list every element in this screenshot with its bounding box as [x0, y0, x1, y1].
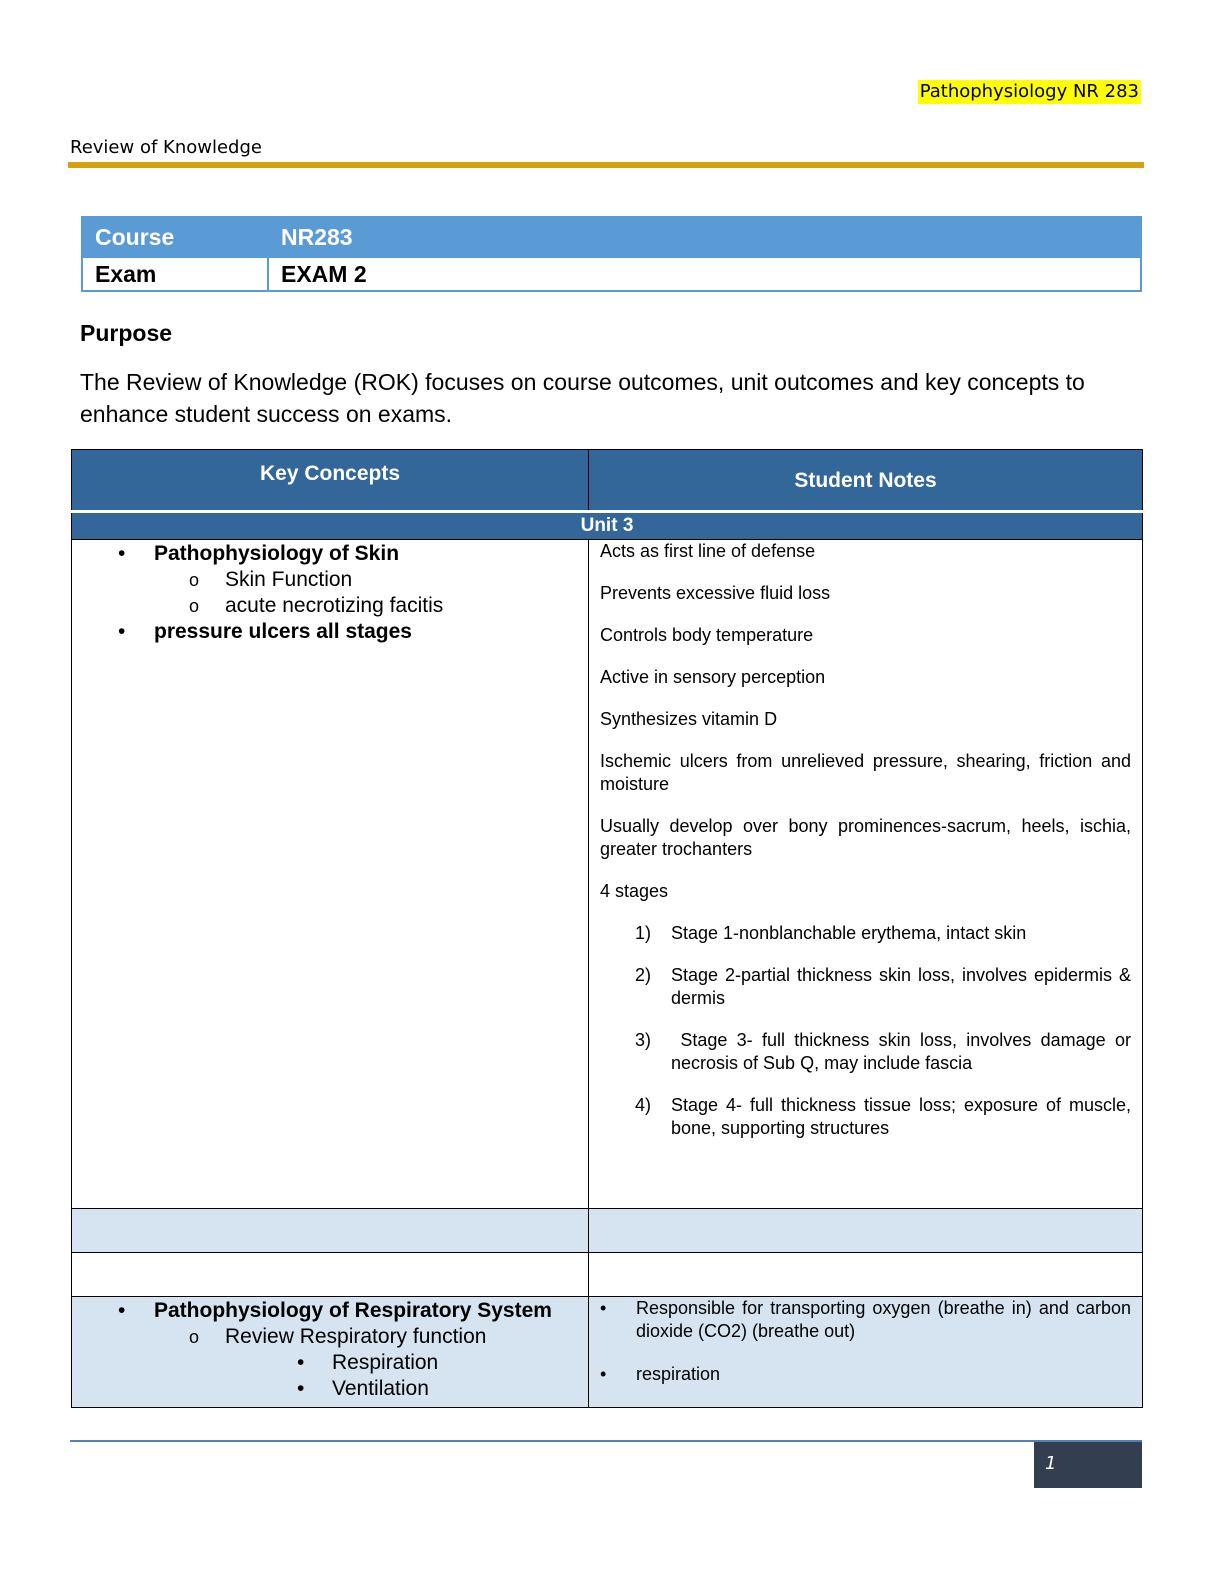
empty-cell — [72, 1253, 589, 1297]
stage-item: 4) Stage 4- full thickness tissue loss; exposure of muscle, bone, supporting structures — [635, 1095, 1131, 1138]
course-tag: Pathophysiology NR 283 — [919, 81, 1139, 102]
footer-divider — [70, 1440, 1142, 1442]
bullet-icon: • — [118, 542, 126, 565]
note: Responsible for transporting oxygen (breathe in) and carbon dioxide (CO2) (breathe out) — [636, 1298, 1131, 1341]
bullet-icon: • — [600, 1364, 607, 1384]
bullet-icon: • — [600, 1298, 607, 1318]
concept-respiration: Respiration — [332, 1351, 439, 1374]
purpose-text: The Review of Knowledge (ROK) focuses on course outcomes, unit outcomes and key concepts to enhance student success on exams. — [80, 369, 1085, 427]
page-number: 1 — [1045, 1453, 1057, 1474]
exam-value: EXAM 2 — [268, 257, 1141, 291]
empty-cell — [589, 1209, 1143, 1253]
student-notes-header: Student Notes — [589, 450, 1143, 512]
bullet-icon: • — [297, 1377, 305, 1400]
resp-concepts-cell — [72, 1297, 589, 1408]
purpose-heading: Purpose — [80, 320, 173, 346]
unit-label: Unit 3 — [72, 512, 1143, 540]
skin-concepts-cell — [72, 540, 589, 1209]
empty-cell — [72, 1209, 589, 1253]
concept-skin-function: Skin Function — [225, 568, 353, 591]
note: Active in sensory perception — [600, 667, 826, 687]
sub-bullet-icon: o — [189, 1327, 200, 1347]
stage-item: 2) Stage 2-partial thickness skin loss, involves epidermis & dermis — [635, 965, 1131, 1008]
skin-notes-cell — [589, 540, 1143, 1209]
note: respiration — [636, 1364, 721, 1384]
document-title: Review of Knowledge — [70, 137, 262, 158]
course-label: Course — [82, 217, 268, 257]
note: Ischemic ulcers from unrelieved pressure, shearing, friction and moisture — [600, 751, 1131, 794]
course-info-table — [81, 216, 1142, 292]
concept-skin: Pathophysiology of Skin — [154, 542, 400, 565]
note: Synthesizes vitamin D — [600, 709, 778, 729]
stages-list — [600, 922, 1136, 1140]
key-concepts-header: Key Concepts — [72, 450, 589, 512]
concept-resp-function: Review Respiratory function — [225, 1325, 487, 1348]
concept-ventilation: Ventilation — [332, 1377, 429, 1400]
concept-respiratory: Pathophysiology of Respiratory System — [154, 1299, 552, 1322]
concept-pressure-ulcers: pressure ulcers all stages — [154, 620, 412, 643]
stage-item: 1) Stage 1-nonblanchable erythema, intact skin — [635, 923, 1027, 943]
note: Usually develop over bony prominences-sacrum, heels, ischia, greater trochanters — [600, 816, 1131, 859]
bullet-icon: • — [118, 1299, 126, 1322]
exam-label: Exam — [82, 257, 268, 291]
page-number-box — [1034, 1442, 1142, 1488]
resp-notes-cell — [589, 1297, 1143, 1408]
stage-item: 3) Stage 3- full thickness skin loss, involves damage or necrosis of Sub Q, may include fascia — [635, 1030, 1136, 1073]
sub-bullet-icon: o — [189, 570, 200, 590]
bullet-icon: • — [118, 620, 126, 643]
key-concepts-table — [71, 449, 1143, 1408]
note: Controls body temperature — [600, 625, 814, 645]
note: 4 stages — [600, 881, 669, 901]
header-divider — [68, 162, 1144, 168]
concept-necrotizing: acute necrotizing facitis — [225, 594, 444, 617]
sub-bullet-icon: o — [189, 596, 200, 616]
empty-cell — [589, 1253, 1143, 1297]
note: Acts as first line of defense — [600, 541, 816, 561]
course-value: NR283 — [268, 217, 1141, 257]
note: Prevents excessive fluid loss — [600, 583, 831, 603]
bullet-icon: • — [297, 1351, 305, 1374]
